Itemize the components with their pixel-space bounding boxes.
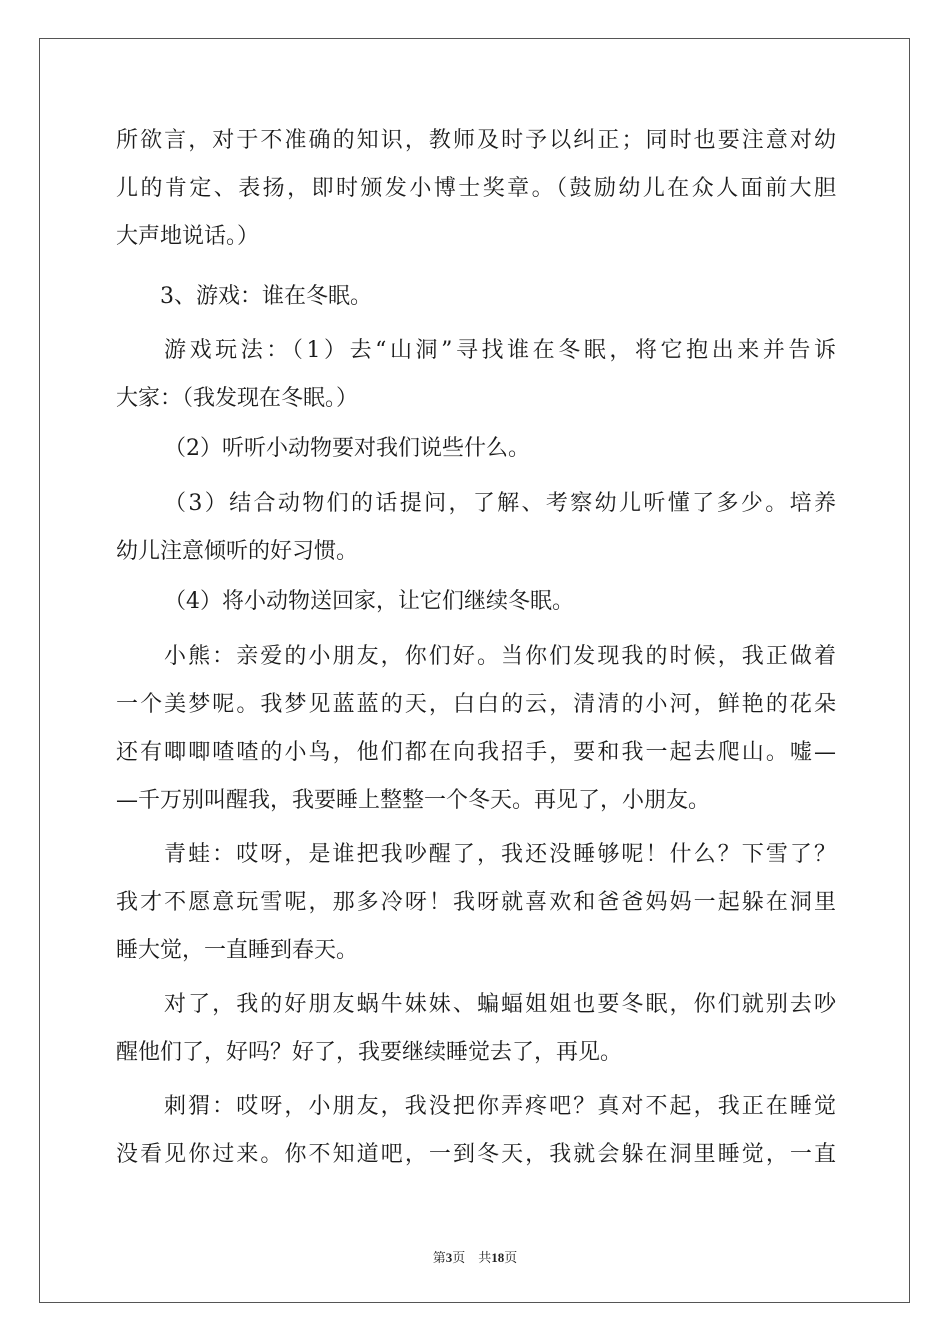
text-line: 睡大觉，一直睡到春天。 <box>116 938 359 963</box>
footer-prefix: 第 <box>432 1251 446 1266</box>
text-line: （2）听听小动物要对我们说些什么。 <box>164 436 530 461</box>
text-line: 幼儿注意倾听的好习惯。 <box>116 539 359 564</box>
text-line: 醒他们了，好吗？好了，我要继续睡觉去了，再见。 <box>116 1040 623 1065</box>
current-page-number: 3 <box>445 1250 453 1265</box>
text-line: 小熊：亲爱的小朋友，你们好。当你们发现我的时候，我正做着 <box>164 644 836 669</box>
text-line: 对了，我的好朋友蜗牛妹妹、蝙蝠姐姐也要冬眠，你们就别去吵 <box>164 992 836 1017</box>
text-line: 一个美梦呢。我梦见蓝蓝的天，白白的云，清清的小河，鲜艳的花朵 <box>116 692 836 717</box>
text-line: （3）结合动物们的话提问，了解、考察幼儿听懂了多少。培养 <box>164 491 836 516</box>
text-line: 还有唧唧喳喳的小鸟，他们都在向我招手，要和我一起去爬山。嘘— <box>116 740 836 765</box>
footer-mid: 页 共 <box>452 1251 492 1266</box>
text-line: （4）将小动物送回家，让它们继续冬眠。 <box>164 589 574 614</box>
text-line: 所欲言，对于不准确的知识，教师及时予以纠正；同时也要注意对幼 <box>116 128 836 153</box>
text-line: 大声地说话。） <box>116 224 260 249</box>
text-line: 刺猬：哎呀，小朋友，我没把你弄疼吧？真对不起，我正在睡觉 <box>164 1094 836 1119</box>
text-line: 3、游戏：谁在冬眠。 <box>160 284 372 309</box>
text-line: 我才不愿意玩雪呢，那多冷呀！我呀就喜欢和爸爸妈妈一起躲在洞里 <box>116 890 836 915</box>
text-line: 没看见你过来。你不知道吧，一到冬天，我就会躲在洞里睡觉，一直 <box>116 1142 836 1167</box>
text-line: 青蛙：哎呀，是谁把我吵醒了，我还没睡够呢！什么？下雪了？ <box>164 842 836 867</box>
total-page-count: 18 <box>491 1250 505 1265</box>
text-line: 大家：（我发现在冬眠。） <box>116 386 359 411</box>
text-line: —千万别叫醒我，我要睡上整整一个冬天。再见了，小朋友。 <box>116 788 711 813</box>
text-line: 游戏玩法：（1）去“山洞”寻找谁在冬眠，将它抱出来并告诉 <box>164 338 836 363</box>
page-number-footer <box>0 1247 950 1266</box>
footer-suffix: 页 <box>504 1251 518 1266</box>
text-line: 儿的肯定、表扬，即时颁发小博士奖章。（鼓励幼儿在众人面前大胆 <box>116 176 836 201</box>
